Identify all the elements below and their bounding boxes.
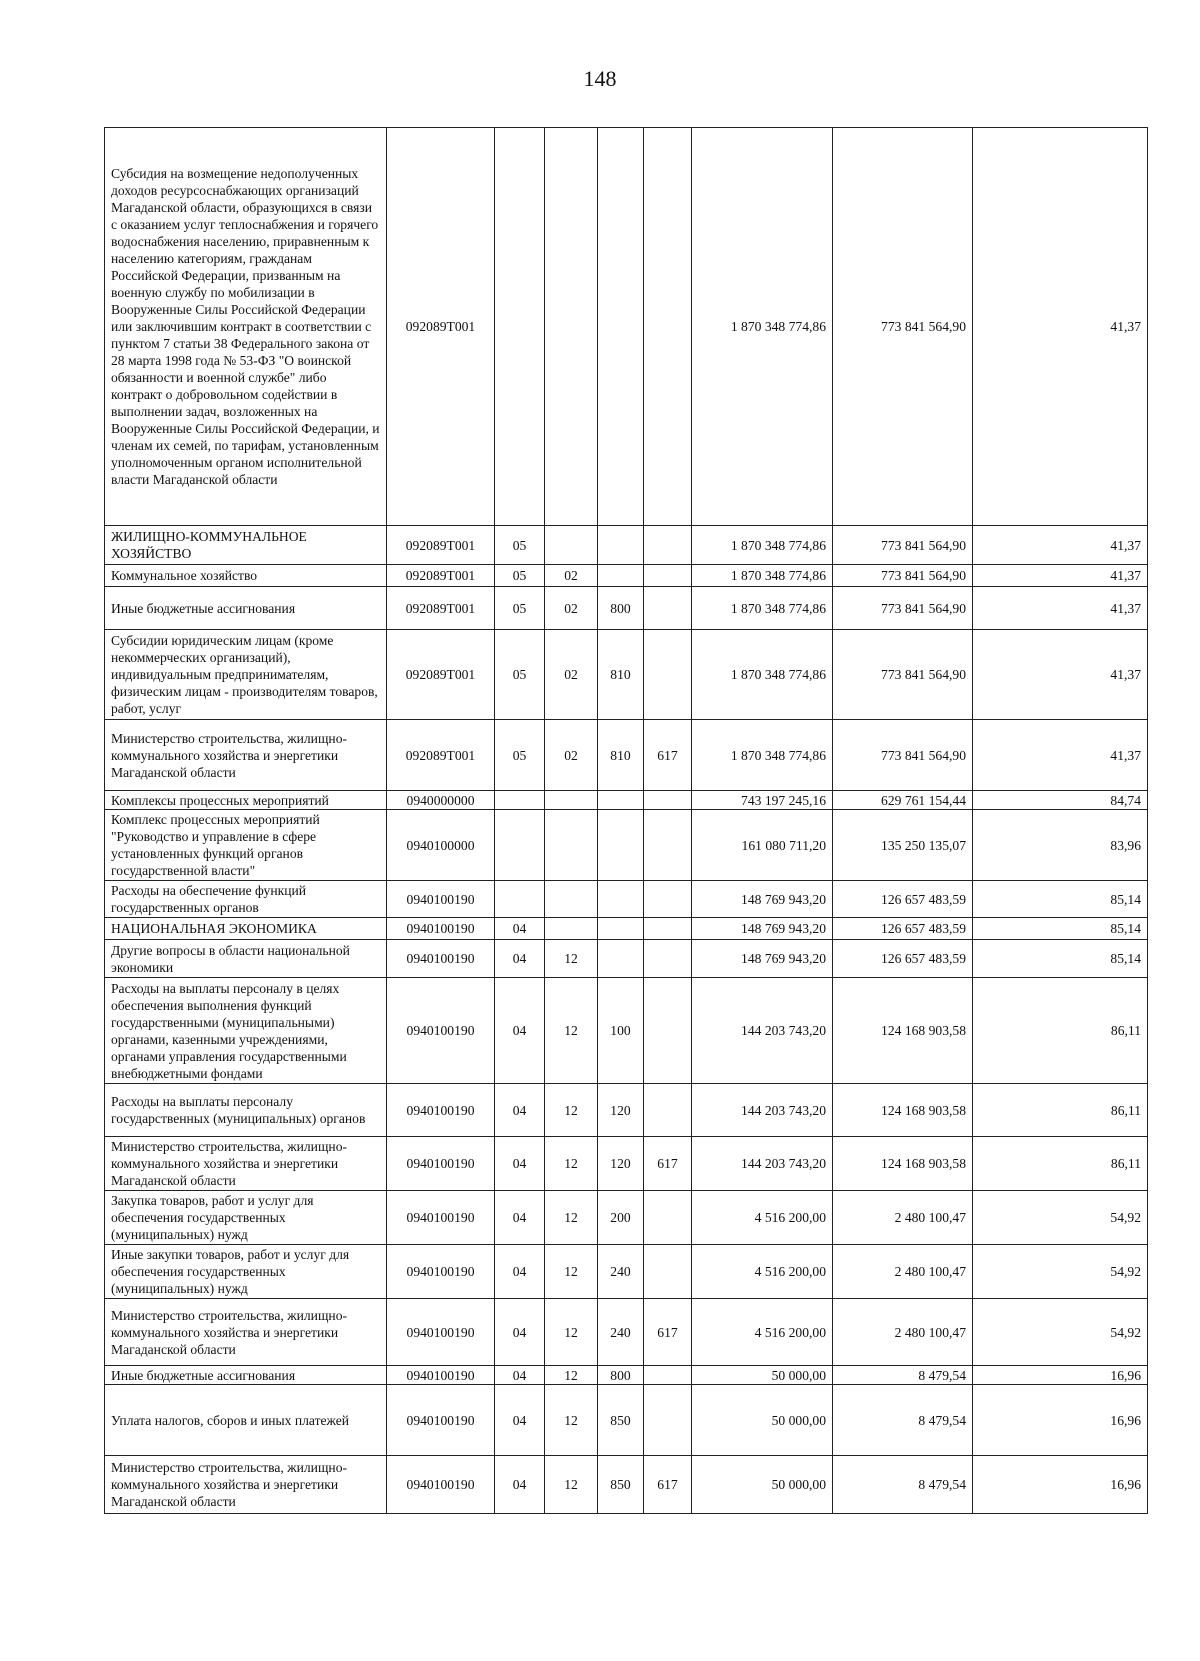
table-row — [105, 526, 1148, 565]
row-name: Расходы на выплаты персоналу государственных (муниципальных) органов — [105, 1084, 387, 1137]
ministry-code — [644, 565, 692, 587]
ministry-code: 617 — [644, 1137, 692, 1191]
plan-amount: 148 769 943,20 — [692, 940, 833, 978]
subsection-code: 12 — [545, 1456, 598, 1514]
execution-percent: 85,14 — [973, 881, 1148, 918]
section-code: 04 — [495, 1385, 545, 1456]
actual-amount: 8 479,54 — [833, 1456, 973, 1514]
row-name: Иные закупки товаров, работ и услуг для обеспечения государственных (муниципальных) нужд — [105, 1245, 387, 1299]
execution-percent: 16,96 — [973, 1456, 1148, 1514]
actual-amount: 773 841 564,90 — [833, 587, 973, 630]
ministry-code — [644, 940, 692, 978]
subsection-code — [545, 526, 598, 565]
table-row — [105, 587, 1148, 630]
actual-amount: 124 168 903,58 — [833, 978, 973, 1084]
target-article-code: 0940100190 — [387, 1191, 495, 1245]
subsection-code: 12 — [545, 1137, 598, 1191]
plan-amount: 50 000,00 — [692, 1366, 833, 1385]
table-row — [105, 1456, 1148, 1514]
execution-percent: 41,37 — [973, 720, 1148, 791]
target-article-code: 0940100190 — [387, 1366, 495, 1385]
ministry-code: 617 — [644, 720, 692, 791]
actual-amount: 2 480 100,47 — [833, 1245, 973, 1299]
expense-type-code: 240 — [598, 1245, 644, 1299]
ministry-code — [644, 1191, 692, 1245]
section-code: 04 — [495, 918, 545, 940]
plan-amount: 144 203 743,20 — [692, 1084, 833, 1137]
section-code: 04 — [495, 1299, 545, 1366]
table-row — [105, 881, 1148, 918]
actual-amount: 8 479,54 — [833, 1366, 973, 1385]
section-code — [495, 810, 545, 881]
expense-type-code: 100 — [598, 978, 644, 1084]
actual-amount: 124 168 903,58 — [833, 1084, 973, 1137]
section-code: 04 — [495, 978, 545, 1084]
ministry-code: 617 — [644, 1299, 692, 1366]
actual-amount: 773 841 564,90 — [833, 128, 973, 526]
target-article-code: 0940100190 — [387, 918, 495, 940]
expense-type-code: 850 — [598, 1456, 644, 1514]
actual-amount: 773 841 564,90 — [833, 720, 973, 791]
subsection-code: 12 — [545, 1084, 598, 1137]
ministry-code — [644, 978, 692, 1084]
execution-percent: 41,37 — [973, 526, 1148, 565]
row-name: Субсидии юридическим лицам (кроме некоммерческих организаций), индивидуальным предпринимателям, физическим лицам - производителям товаров, работ, услуг — [105, 630, 387, 720]
expense-type-code — [598, 881, 644, 918]
actual-amount: 126 657 483,59 — [833, 881, 973, 918]
execution-percent: 86,11 — [973, 1137, 1148, 1191]
expense-type-code — [598, 940, 644, 978]
row-name: Другие вопросы в области национальной экономики — [105, 940, 387, 978]
subsection-code: 12 — [545, 1191, 598, 1245]
execution-percent: 16,96 — [973, 1385, 1148, 1456]
subsection-code — [545, 128, 598, 526]
row-name: Закупка товаров, работ и услуг для обеспечения государственных (муниципальных) нужд — [105, 1191, 387, 1245]
subsection-code — [545, 918, 598, 940]
expense-type-code: 810 — [598, 720, 644, 791]
expense-type-code — [598, 918, 644, 940]
target-article-code: 0940100190 — [387, 978, 495, 1084]
execution-percent: 41,37 — [973, 565, 1148, 587]
table-row — [105, 1084, 1148, 1137]
expense-type-code: 800 — [598, 1366, 644, 1385]
actual-amount: 773 841 564,90 — [833, 526, 973, 565]
plan-amount: 1 870 348 774,86 — [692, 128, 833, 526]
section-code: 04 — [495, 940, 545, 978]
actual-amount: 126 657 483,59 — [833, 940, 973, 978]
row-name: Иные бюджетные ассигнования — [105, 587, 387, 630]
target-article-code: 092089Т001 — [387, 720, 495, 791]
subsection-code — [545, 810, 598, 881]
row-name: Расходы на обеспечение функций государственных органов — [105, 881, 387, 918]
expense-type-code: 800 — [598, 587, 644, 630]
expense-type-code — [598, 791, 644, 810]
target-article-code: 092089Т001 — [387, 565, 495, 587]
target-article-code: 0940100000 — [387, 810, 495, 881]
section-code: 05 — [495, 630, 545, 720]
target-article-code: 092089Т001 — [387, 128, 495, 526]
row-name: Уплата налогов, сборов и иных платежей — [105, 1385, 387, 1456]
subsection-code: 12 — [545, 1299, 598, 1366]
ministry-code — [644, 918, 692, 940]
table-row — [105, 918, 1148, 940]
section-code: 05 — [495, 565, 545, 587]
section-code — [495, 791, 545, 810]
section-code: 04 — [495, 1137, 545, 1191]
row-name: Комплексы процессных мероприятий — [105, 791, 387, 810]
plan-amount: 1 870 348 774,86 — [692, 630, 833, 720]
target-article-code: 0940100190 — [387, 940, 495, 978]
table-row — [105, 565, 1148, 587]
target-article-code: 0940100190 — [387, 1299, 495, 1366]
row-name: НАЦИОНАЛЬНАЯ ЭКОНОМИКА — [105, 918, 387, 940]
table-row — [105, 1385, 1148, 1456]
ministry-code — [644, 526, 692, 565]
actual-amount: 8 479,54 — [833, 1385, 973, 1456]
table-row — [105, 940, 1148, 978]
target-article-code: 092089Т001 — [387, 587, 495, 630]
ministry-code — [644, 587, 692, 630]
actual-amount: 2 480 100,47 — [833, 1299, 973, 1366]
expense-type-code: 240 — [598, 1299, 644, 1366]
actual-amount: 126 657 483,59 — [833, 918, 973, 940]
subsection-code: 12 — [545, 1385, 598, 1456]
plan-amount: 4 516 200,00 — [692, 1191, 833, 1245]
execution-percent: 54,92 — [973, 1245, 1148, 1299]
plan-amount: 144 203 743,20 — [692, 1137, 833, 1191]
actual-amount: 629 761 154,44 — [833, 791, 973, 810]
plan-amount: 50 000,00 — [692, 1456, 833, 1514]
target-article-code: 0940100190 — [387, 1137, 495, 1191]
table-row — [105, 791, 1148, 810]
plan-amount: 1 870 348 774,86 — [692, 526, 833, 565]
execution-percent: 16,96 — [973, 1366, 1148, 1385]
table-row — [105, 128, 1148, 526]
expense-type-code — [598, 565, 644, 587]
section-code: 04 — [495, 1366, 545, 1385]
expense-type-code: 200 — [598, 1191, 644, 1245]
section-code: 04 — [495, 1191, 545, 1245]
section-code — [495, 881, 545, 918]
plan-amount: 4 516 200,00 — [692, 1299, 833, 1366]
execution-percent: 85,14 — [973, 918, 1148, 940]
actual-amount: 135 250 135,07 — [833, 810, 973, 881]
ministry-code — [644, 1366, 692, 1385]
ministry-code — [644, 881, 692, 918]
plan-amount: 144 203 743,20 — [692, 978, 833, 1084]
execution-percent: 41,37 — [973, 587, 1148, 630]
plan-amount: 743 197 245,16 — [692, 791, 833, 810]
execution-percent: 54,92 — [973, 1191, 1148, 1245]
execution-percent: 41,37 — [973, 128, 1148, 526]
target-article-code: 0940100190 — [387, 1385, 495, 1456]
execution-percent: 86,11 — [973, 1084, 1148, 1137]
expense-type-code: 810 — [598, 630, 644, 720]
row-name: Министерство строительства, жилищно-коммунального хозяйства и энергетики Магаданской области — [105, 1299, 387, 1366]
plan-amount: 50 000,00 — [692, 1385, 833, 1456]
row-name: Комплекс процессных мероприятий "Руководство и управление в сфере установленных функций органов государственной власти" — [105, 810, 387, 881]
row-name: Коммунальное хозяйство — [105, 565, 387, 587]
page-number: 148 — [583, 66, 617, 91]
expense-type-code — [598, 526, 644, 565]
actual-amount: 773 841 564,90 — [833, 630, 973, 720]
table-row — [105, 1299, 1148, 1366]
row-name: Министерство строительства, жилищно-коммунального хозяйства и энергетики Магаданской области — [105, 1137, 387, 1191]
row-name: Субсидия на возмещение недополученных доходов ресурсоснабжающих организаций Магаданской области, образующихся в связи с оказанием услуг теплоснабжения и горячего водоснабжения населению, приравненным к населению категориям, гражданам Российской Федерации, призванным на военную службу по мобилизации в Вооруженные Силы Российской Федерации или заключившим контракт в соответствии с пунктом 7 статьи 38 Федерального закона от 28 марта 1998 года № 53-ФЗ "О воинской обязанности и военной службе" либо контракт о добровольном содействии в выполнении задач, возложенных на Вооруженные Силы Российской Федерации, и членам их семей, по тарифам, установленным уполномоченным органом исполнительной власти Магаданской области — [105, 128, 387, 526]
row-name: Министерство строительства, жилищно-коммунального хозяйства и энергетики Магаданской области — [105, 720, 387, 791]
plan-amount: 148 769 943,20 — [692, 918, 833, 940]
actual-amount: 773 841 564,90 — [833, 565, 973, 587]
execution-percent: 83,96 — [973, 810, 1148, 881]
table-row — [105, 978, 1148, 1084]
subsection-code: 02 — [545, 587, 598, 630]
section-code: 05 — [495, 720, 545, 791]
expense-type-code: 120 — [598, 1137, 644, 1191]
ministry-code — [644, 1084, 692, 1137]
subsection-code: 12 — [545, 1366, 598, 1385]
subsection-code — [545, 791, 598, 810]
target-article-code: 092089Т001 — [387, 630, 495, 720]
section-code — [495, 128, 545, 526]
row-name: Министерство строительства, жилищно-коммунального хозяйства и энергетики Магаданской области — [105, 1456, 387, 1514]
section-code: 05 — [495, 587, 545, 630]
subsection-code: 02 — [545, 630, 598, 720]
table-row — [105, 810, 1148, 881]
row-name: Иные бюджетные ассигнования — [105, 1366, 387, 1385]
ministry-code — [644, 1385, 692, 1456]
plan-amount: 1 870 348 774,86 — [692, 720, 833, 791]
ministry-code — [644, 1245, 692, 1299]
section-code: 04 — [495, 1245, 545, 1299]
ministry-code — [644, 791, 692, 810]
table-row — [105, 1245, 1148, 1299]
execution-percent: 85,14 — [973, 940, 1148, 978]
subsection-code: 02 — [545, 565, 598, 587]
target-article-code: 0940100190 — [387, 1456, 495, 1514]
expense-type-code: 850 — [598, 1385, 644, 1456]
subsection-code: 12 — [545, 1245, 598, 1299]
expense-type-code: 120 — [598, 1084, 644, 1137]
plan-amount: 1 870 348 774,86 — [692, 587, 833, 630]
execution-percent: 84,74 — [973, 791, 1148, 810]
section-code: 04 — [495, 1084, 545, 1137]
row-name: ЖИЛИЩНО-КОММУНАЛЬНОЕ ХОЗЯЙСТВО — [105, 526, 387, 565]
table-row — [105, 630, 1148, 720]
target-article-code: 0940100190 — [387, 1245, 495, 1299]
execution-percent: 86,11 — [973, 978, 1148, 1084]
subsection-code: 12 — [545, 978, 598, 1084]
target-article-code: 0940100190 — [387, 1084, 495, 1137]
plan-amount: 1 870 348 774,86 — [692, 565, 833, 587]
actual-amount: 2 480 100,47 — [833, 1191, 973, 1245]
table-row — [105, 1191, 1148, 1245]
plan-amount: 161 080 711,20 — [692, 810, 833, 881]
section-code: 05 — [495, 526, 545, 565]
actual-amount: 124 168 903,58 — [833, 1137, 973, 1191]
table-row — [105, 1366, 1148, 1385]
ministry-code — [644, 810, 692, 881]
ministry-code — [644, 128, 692, 526]
target-article-code: 0940000000 — [387, 791, 495, 810]
subsection-code: 12 — [545, 940, 598, 978]
execution-percent: 54,92 — [973, 1299, 1148, 1366]
ministry-code — [644, 630, 692, 720]
subsection-code: 02 — [545, 720, 598, 791]
plan-amount: 4 516 200,00 — [692, 1245, 833, 1299]
plan-amount: 148 769 943,20 — [692, 881, 833, 918]
expense-type-code — [598, 128, 644, 526]
ministry-code: 617 — [644, 1456, 692, 1514]
budget-table — [104, 127, 1148, 1514]
expense-type-code — [598, 810, 644, 881]
execution-percent: 41,37 — [973, 630, 1148, 720]
row-name: Расходы на выплаты персоналу в целях обеспечения выполнения функций государственными (муниципальными) органами, казенными учреждениями, органами управления государственными внебюджетными фондами — [105, 978, 387, 1084]
target-article-code: 092089Т001 — [387, 526, 495, 565]
section-code: 04 — [495, 1456, 545, 1514]
target-article-code: 0940100190 — [387, 881, 495, 918]
table-row — [105, 720, 1148, 791]
subsection-code — [545, 881, 598, 918]
table-row — [105, 1137, 1148, 1191]
